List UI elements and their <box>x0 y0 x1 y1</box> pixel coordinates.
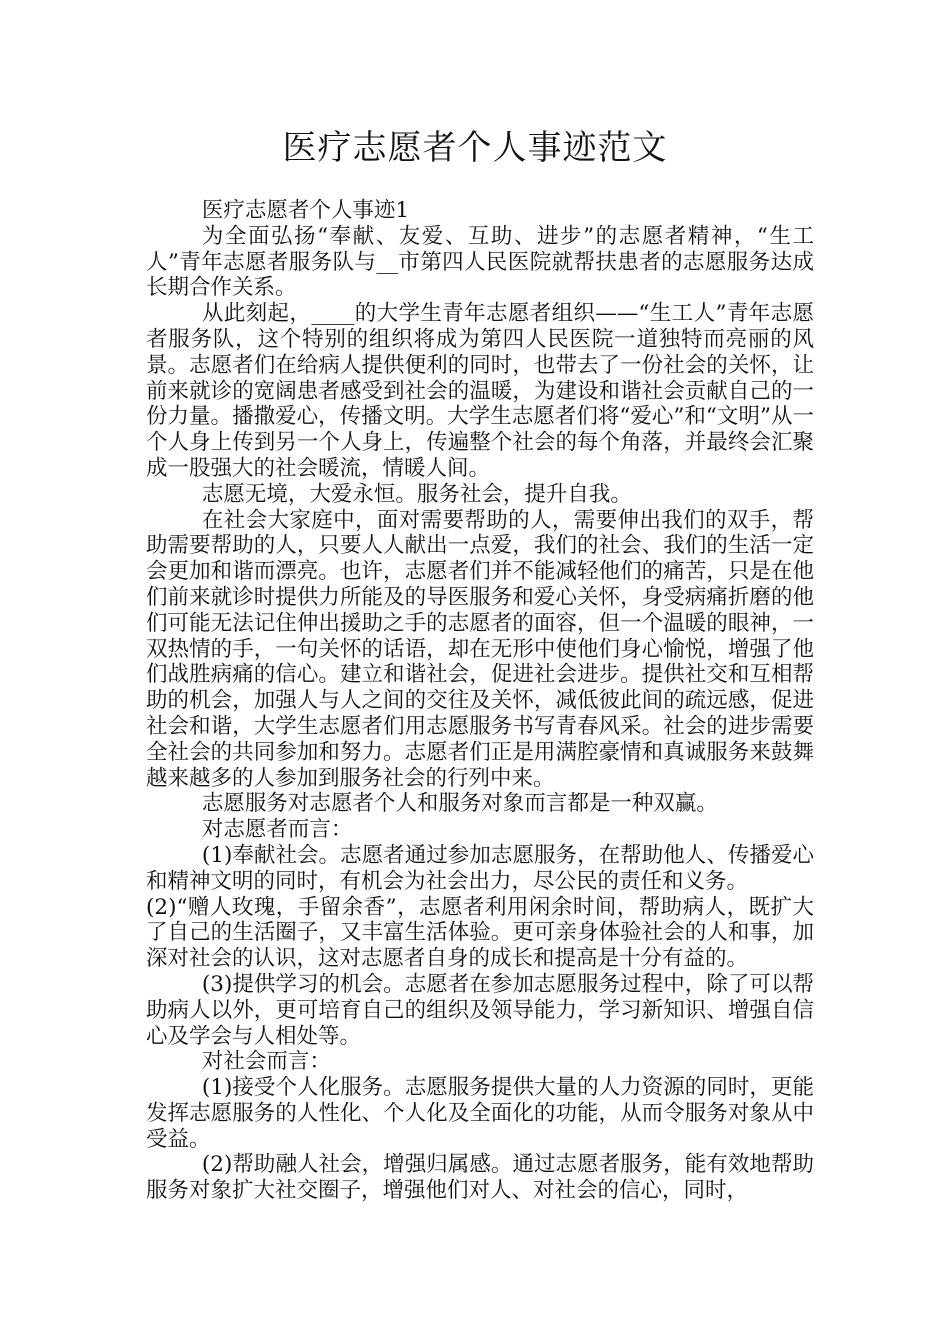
body-paragraph: 从此刻起，____的大学生青年志愿者组织——“生工人”青年志愿者服务队，这个特别的组织将成为第四人民医院一道独特而亮丽的风景。志愿者们在给病人提供便利的同时，也带去了一份社会的关怀，让前来就诊的宽阔患者感受到社会的温暖，为建设和谐社会贡献自己的一份力量。播撒爱心，传播文明。大学生志愿者们将“爱心”和“文明”从一个人身上传到另一个人身上，传遍整个社会的每个角落，并最终会汇聚成一股强大的社会暖流，情暖人间。 <box>146 301 814 481</box>
body-paragraph: 为全面弘扬“奉献、友爱、互助、进步”的志愿者精神，“生工人”青年志愿者服务队与__市第四人民医院就帮扶患者的志愿服务达成长期合作关系。 <box>146 223 814 301</box>
section-label: 对志愿者而言： <box>201 817 353 843</box>
list-item: (1)奉献社会。志愿者通过参加志愿服务，在帮助他人、传播爱心和精神文明的同时，有机会为社会出力，尽公民的责任和义务。 <box>146 842 814 894</box>
list-item: (1)接受个人化服务。志愿服务提供大量的人力资源的同时，更能发挥志愿服务的人性化、个人化及全面化的功能，从而令服务对象从中受益。 <box>146 1075 814 1152</box>
list-item: (3)提供学习的机会。志愿者在参加志愿服务过程中，除了可以帮助病人以外，更可培育自己的组织及领导能力，学习新知识、增强自信心及学会与人相处等。 <box>146 971 814 1049</box>
section-label: 对社会而言： <box>201 1049 331 1075</box>
document-title: 医疗志愿者个人事迹范文 <box>282 128 668 168</box>
document-body <box>146 198 814 1204</box>
body-paragraph: 在社会大家庭中，面对需要帮助的人，需要伸出我们的双手，帮助需要帮助的人，只要人人献出一点爱，我们的社会、我们的生活一定会更加和谐而漂亮。也许，志愿者们并不能减轻他们的痛苦，只是在他们前来就诊时提供力所能及的导医服务和爱心关怀，身受病痛折磨的他们可能无法记住伸出援助之手的志愿者的面容，但一个温暖的眼神，一双热情的手，一句关怀的话语，却在无形中使他们身心愉悦，增强了他们战胜病痛的信心。建立和谐社会，促进社会进步。提供社交和互相帮助的机会，加强人与人之间的交往及关怀，减低彼此间的疏远感，促进社会和谐，大学生志愿者们用志愿服务书写青春风采。社会的进步需要全社会的共同参加和努力。志愿者们正是用满腔豪情和真诚服务来鼓舞越来越多的人参加到服务社会的行列中来。 <box>146 507 814 791</box>
list-item: (2)“赠人玫瑰，手留余香”，志愿者利用闲余时间，帮助病人，既扩大了自己的生活圈子，又丰富生活体验。更可亲身体验社会的人和事，加深对社会的认识，这对志愿者自身的成长和提高是十分有益的。 <box>146 894 814 972</box>
subheading-paragraph: 医疗志愿者个人事迹1 <box>201 198 410 223</box>
body-paragraph: 志愿服务对志愿者个人和服务对象而言都是一种双赢。 <box>201 791 718 817</box>
body-paragraph: 志愿无境，大爱永恒。服务社会，提升自我。 <box>201 481 632 507</box>
list-item: (2)帮助融人社会，增强归属感。通过志愿者服务，能有效地帮助服务对象扩大社交圈子，增强他们对人、对社会的信心，同时， <box>146 1152 814 1204</box>
